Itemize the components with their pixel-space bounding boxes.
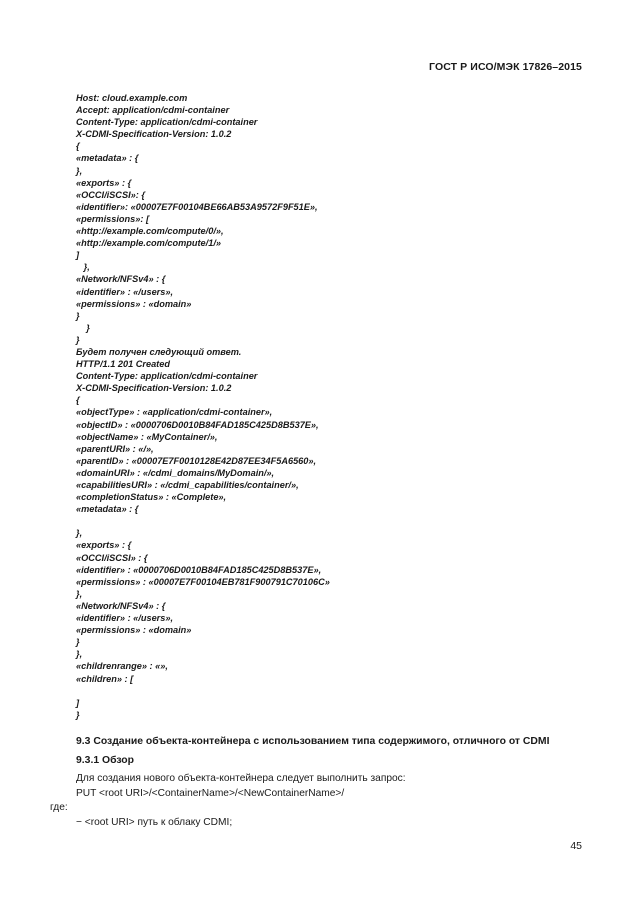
code-line: ] <box>76 697 80 708</box>
code-line: } <box>76 310 80 321</box>
code-line: } <box>76 637 80 648</box>
code-line: }, <box>76 588 83 599</box>
code-line: «parentURI» : «/», <box>76 443 154 454</box>
section-heading: 9.3 Создание объекта-контейнера с использованием типа содержимого, отличного от CDMI <box>76 736 550 747</box>
code-line <box>76 515 596 527</box>
code-line: } <box>76 322 90 333</box>
code-line: «completionStatus» : «Complete», <box>76 492 227 503</box>
code-line: «http://example.com/compute/1/» <box>76 238 221 249</box>
code-line: HTTP/1.1 201 Created <box>76 359 170 370</box>
code-line: «capabilitiesURI» : «/cdmi_capabilities/container/», <box>76 480 299 490</box>
code-line: «Network/NFSv4» : { <box>76 600 166 611</box>
code-line: «objectID» : «0000706D0010B84FAD185C425D8B537E», <box>76 419 319 430</box>
code-line: Будет получен следующий ответ. <box>76 346 242 357</box>
code-line: «permissions» : «domain» <box>76 625 192 636</box>
http-code-listing <box>76 92 596 721</box>
document-standard-header: ГОСТ Р ИСО/МЭК 17826–2015 <box>429 61 582 73</box>
code-line: «children» : [ <box>76 673 134 684</box>
code-line: { <box>76 141 80 152</box>
code-line: }, <box>76 262 90 273</box>
intro-paragraph: Для создания нового объекта-контейнера следует выполнить запрос: <box>76 773 406 784</box>
code-line: X-CDMI-Specification-Version: 1.0.2 <box>76 129 232 140</box>
code-line <box>76 685 596 697</box>
code-line: «childrenrange» : «», <box>76 661 168 672</box>
code-line: «http://example.com/compute/0/», <box>76 226 224 237</box>
code-line: «OCCI/iSCSI» : { <box>76 552 148 563</box>
code-line: «identifier» : «/users», <box>76 286 174 297</box>
bullet-item: − <root URI> путь к облаку CDMI; <box>76 817 233 828</box>
code-line: ] <box>76 250 80 261</box>
code-line: «OCCI/iSCSI»: { <box>76 189 145 200</box>
code-line: «identifier» : «0000706D0010B84FAD185C425D8B537E», <box>76 564 322 575</box>
subsection-heading: 9.3.1 Обзор <box>76 755 134 766</box>
code-line: }, <box>76 165 83 176</box>
where-label: где: <box>50 802 68 813</box>
code-line: «exports» : { <box>76 177 132 188</box>
code-line: Content-Type: application/cdmi-container <box>76 117 258 128</box>
code-line: «identifier»: «00007E7F00104BE66AB53A9572F9F51E», <box>76 201 318 212</box>
code-line: } <box>76 334 80 345</box>
request-line: PUT <root URI>/<ContainerName>/<NewContainerName>/ <box>76 788 345 799</box>
code-line: X-CDMI-Specification-Version: 1.0.2 <box>76 383 232 394</box>
code-line: «domainURI» : «/cdmi_domains/MyDomain/», <box>76 467 275 478</box>
code-line: }, <box>76 649 83 660</box>
code-line: } <box>76 709 80 720</box>
code-line: Content-Type: application/cdmi-container <box>76 371 258 382</box>
code-line: { <box>76 395 80 406</box>
code-line: «permissions» : «00007E7F00104EB781F900791C70106C» <box>76 576 330 587</box>
code-line: Host: cloud.example.com <box>76 93 188 103</box>
code-line: «parentID» : «00007E7F0010128E42D87EE34F5A6560», <box>76 455 317 466</box>
code-line: «identifier» : «/users», <box>76 613 174 624</box>
code-line: «permissions»: [ <box>76 213 150 224</box>
code-line: «Network/NFSv4» : { <box>76 274 166 285</box>
code-line: «permissions» : «domain» <box>76 298 192 309</box>
code-line: «exports» : { <box>76 540 132 551</box>
code-line: «objectName» : «MyContainer/», <box>76 431 218 442</box>
code-line: «metadata» : { <box>76 153 139 164</box>
page-number: 45 <box>570 840 582 852</box>
code-line: «objectType» : «application/cdmi-container», <box>76 407 273 418</box>
code-line: }, <box>76 528 83 539</box>
code-line: «metadata» : { <box>76 504 139 515</box>
code-line: Accept: application/cdmi-container <box>76 105 230 116</box>
